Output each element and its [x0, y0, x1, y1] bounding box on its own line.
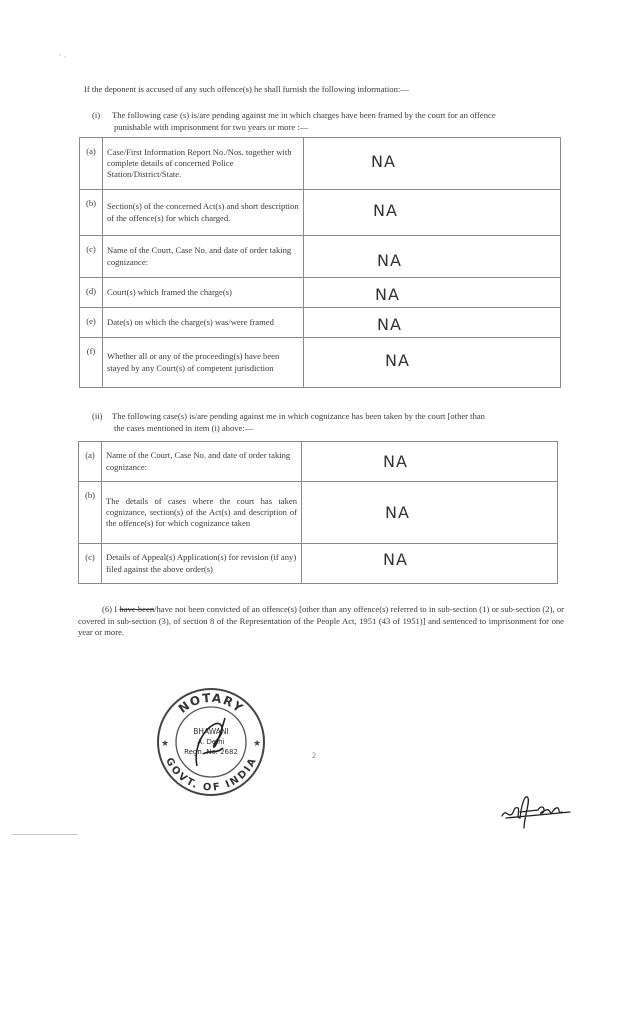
table-row — [80, 308, 561, 338]
row-letter: (d) — [80, 278, 103, 308]
table-row — [80, 138, 561, 190]
row-description: Case/First Information Report No./Nos. together with complete details of concerned Police Station/District/State. — [103, 138, 304, 190]
table-row — [80, 278, 561, 308]
intro-text: If the deponent is accused of any such offence(s) he shall furnish the following information:— — [84, 84, 409, 94]
section-i-text-line1: The following case (s) is/are pending against me in which charges have been framed by the court for an offence — [112, 110, 496, 120]
table-row — [80, 236, 561, 278]
section-i-label: (i) — [92, 110, 101, 120]
section-ii-text-line2: the cases mentioned in item (i) above:— — [114, 422, 254, 433]
row-description: Whether all or any of the proceeding(s) have been stayed by any Court(s) of competent jurisdiction — [103, 338, 304, 388]
table-row — [79, 482, 558, 544]
row-answer — [302, 544, 558, 584]
stamp-bottom-text: GOVT. OF INDIA — [163, 756, 259, 794]
table-row — [79, 442, 558, 482]
handwritten-answer: NA — [383, 451, 408, 471]
para6-struck: have been — [119, 604, 155, 614]
handwritten-answer: NA — [375, 284, 400, 304]
svg-text:★: ★ — [253, 738, 262, 748]
row-letter: (a) — [79, 442, 102, 482]
row-letter: (f) — [80, 338, 103, 388]
stamp-regn: Regn. No. 2682 — [184, 748, 238, 756]
row-description: The details of cases where the court has taken cognizance, section(s) of the Act(s) and description of the offence(s) for which cognizance taken — [102, 482, 302, 544]
handwritten-answer: NA — [385, 502, 410, 522]
row-answer — [304, 190, 561, 236]
row-answer — [304, 338, 561, 388]
section-ii-heading — [92, 411, 564, 434]
row-description: Court(s) which framed the charge(s) — [103, 278, 304, 308]
svg-text:GOVT. OF INDIA — [163, 756, 259, 793]
paragraph-6 — [78, 604, 564, 639]
row-letter: (c) — [80, 236, 103, 278]
para6-prefix: (6) I — [102, 604, 120, 614]
row-letter: (c) — [79, 544, 102, 584]
section-ii-text-line1: The following case(s) is/are pending against me in which cognizance has been taken by the court [other than — [112, 411, 485, 421]
stamp-name: BHAWANI — [193, 727, 229, 736]
para6-text: /have not been convicted of an offence(s) [other than any offence(s) referred to in sub-section (1) or sub-section (2), or covered in sub-section (3), of section 8 of the Representation of the People Act, 1951 (43 of 1951)] and sentenced to imprisonment for one year or more. — [78, 604, 564, 637]
row-description: Details of Appeal(s) Application(s) for revision (if any) filed against the above order(s) — [102, 544, 302, 584]
row-description: Section(s) of the concerned Act(s) and short description of the offence(s) for which charged. — [103, 190, 304, 236]
row-letter: (b) — [80, 190, 103, 236]
row-answer — [304, 278, 561, 308]
row-letter: (b) — [79, 482, 102, 544]
section-ii-table — [78, 441, 558, 584]
table-row — [80, 338, 561, 388]
row-letter: (e) — [80, 308, 103, 338]
row-description: Name of the Court, Case No. and date of order taking cognizance: — [102, 442, 302, 482]
page-number: 2 — [312, 751, 316, 760]
handwritten-answer: NA — [371, 151, 396, 171]
row-description: Name of the Court, Case No. and date of order taking cognizance: — [103, 236, 304, 278]
svg-text:★: ★ — [161, 738, 170, 748]
stamp-location: A. Delhi — [197, 738, 225, 746]
row-answer — [304, 308, 561, 338]
row-answer — [302, 442, 558, 482]
handwritten-answer: NA — [383, 549, 408, 569]
section-i-text-line2: punishable with imprisonment for two years or more :— — [114, 121, 309, 132]
row-letter: (a) — [80, 138, 103, 190]
signature-image — [498, 788, 578, 832]
handwritten-answer: NA — [385, 350, 410, 370]
handwritten-answer: NA — [377, 250, 402, 270]
table-row — [79, 544, 558, 584]
row-answer — [304, 236, 561, 278]
table-row — [80, 190, 561, 236]
section-i-table — [79, 137, 561, 388]
scan-speck — [58, 46, 68, 52]
section-ii-label: (ii) — [92, 411, 103, 421]
row-description: Date(s) on which the charge(s) was/were framed — [103, 308, 304, 338]
notary-stamp — [153, 684, 269, 800]
handwritten-answer: NA — [377, 314, 402, 334]
handwritten-answer: NA — [373, 200, 398, 220]
section-i-heading — [92, 110, 564, 133]
row-answer — [302, 482, 558, 544]
stamp-top-text: NOTARY — [175, 690, 247, 716]
row-answer — [304, 138, 561, 190]
scan-edge-line — [12, 834, 78, 835]
